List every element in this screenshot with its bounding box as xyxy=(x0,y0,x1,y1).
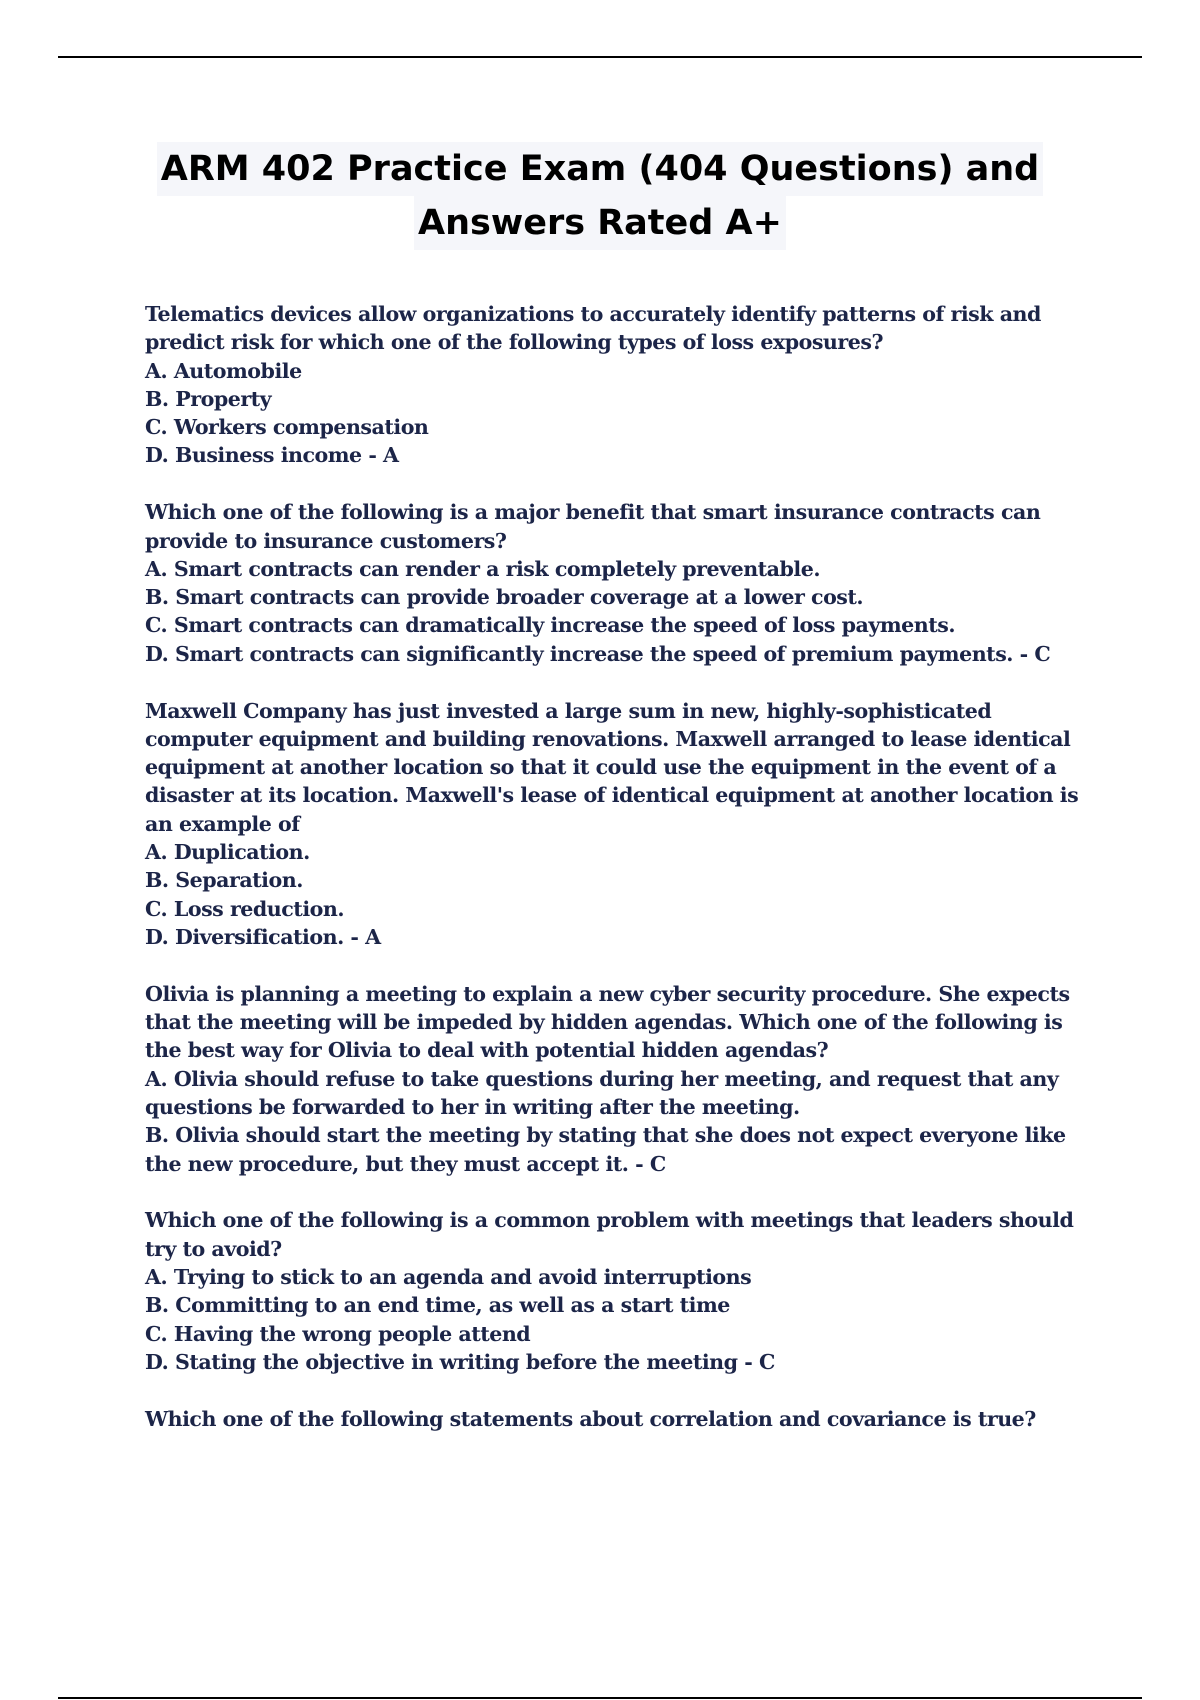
question-stem-line: Which one of the following is a common problem with meetings that leaders should xyxy=(145,1208,1074,1233)
answer-option: D. Stating the objective in writing before the meeting - C xyxy=(145,1349,775,1374)
answer-option: the new procedure, but they must accept it. - C xyxy=(145,1151,666,1176)
question-stem-line: provide to insurance customers? xyxy=(145,528,507,553)
answer-option: B. Separation. xyxy=(145,868,303,893)
question-stem-line: equipment at another location so that it could use the equipment in the event of a xyxy=(145,755,1057,780)
question-stem-line: an example of xyxy=(145,811,300,836)
title-line-1: ARM 402 Practice Exam (404 Questions) and xyxy=(157,142,1044,196)
answer-option: B. Smart contracts can provide broader coverage at a lower cost. xyxy=(145,585,864,610)
answer-option: D. Business income - A xyxy=(145,443,399,468)
answer-option: questions be forwarded to her in writing after the meeting. xyxy=(145,1094,800,1119)
question-block xyxy=(145,300,1080,470)
question-block xyxy=(145,1206,1080,1376)
title-line-2: Answers Rated A+ xyxy=(414,196,786,250)
header-rule xyxy=(58,56,1142,58)
question-stem-line: the best way for Olivia to deal with potential hidden agendas? xyxy=(145,1038,829,1063)
answer-option: C. Smart contracts can dramatically increase the speed of loss payments. xyxy=(145,613,955,638)
question-stem-line: computer equipment and building renovations. Maxwell arranged to lease identical xyxy=(145,726,1071,751)
answer-option: A. Automobile xyxy=(145,358,302,383)
question-stem-line: predict risk for which one of the following types of loss exposures? xyxy=(145,330,884,355)
question-block xyxy=(145,697,1080,952)
answer-option: B. Committing to an end time, as well as a start time xyxy=(145,1293,730,1318)
question-stem-line: Maxwell Company has just invested a large sum in new, highly-sophisticated xyxy=(145,698,992,723)
answer-option: A. Olivia should refuse to take questions during her meeting, and request that any xyxy=(145,1066,1059,1091)
answer-option: A. Smart contracts can render a risk completely preventable. xyxy=(145,556,821,581)
answer-option: C. Workers compensation xyxy=(145,415,429,440)
question-stem-line: Telematics devices allow organizations to accurately identify patterns of risk and xyxy=(145,302,1041,326)
question-stem-line: try to avoid? xyxy=(145,1236,282,1261)
footer-rule xyxy=(58,1697,1142,1699)
question-stem-line: Which one of the following statements about correlation and covariance is true? xyxy=(145,1406,1036,1431)
answer-option: C. Loss reduction. xyxy=(145,896,345,921)
question-stem-line: Which one of the following is a major benefit that smart insurance contracts can xyxy=(145,500,1041,525)
answer-option: A. Duplication. xyxy=(145,840,310,865)
question-list xyxy=(145,300,1080,1461)
question-block xyxy=(145,980,1080,1178)
answer-option: D. Smart contracts can significantly increase the speed of premium payments. - C xyxy=(145,641,1051,666)
answer-option: C. Having the wrong people attend xyxy=(145,1321,531,1346)
question-stem-line: that the meeting will be impeded by hidden agendas. Which one of the following is xyxy=(145,1010,1063,1035)
question-stem-line: disaster at its location. Maxwell's lease of identical equipment at another location is xyxy=(145,783,1079,808)
answer-option: B. Property xyxy=(145,386,272,411)
answer-option: B. Olivia should start the meeting by stating that she does not expect everyone like xyxy=(145,1123,1066,1148)
question-block xyxy=(145,498,1080,668)
answer-option: D. Diversification. - A xyxy=(145,924,381,949)
answer-option: A. Trying to stick to an agenda and avoid interruptions xyxy=(145,1264,752,1289)
question-block xyxy=(145,1405,1080,1433)
question-stem-line: Olivia is planning a meeting to explain a new cyber security procedure. She expects xyxy=(145,981,1070,1006)
document-title xyxy=(0,142,1200,250)
